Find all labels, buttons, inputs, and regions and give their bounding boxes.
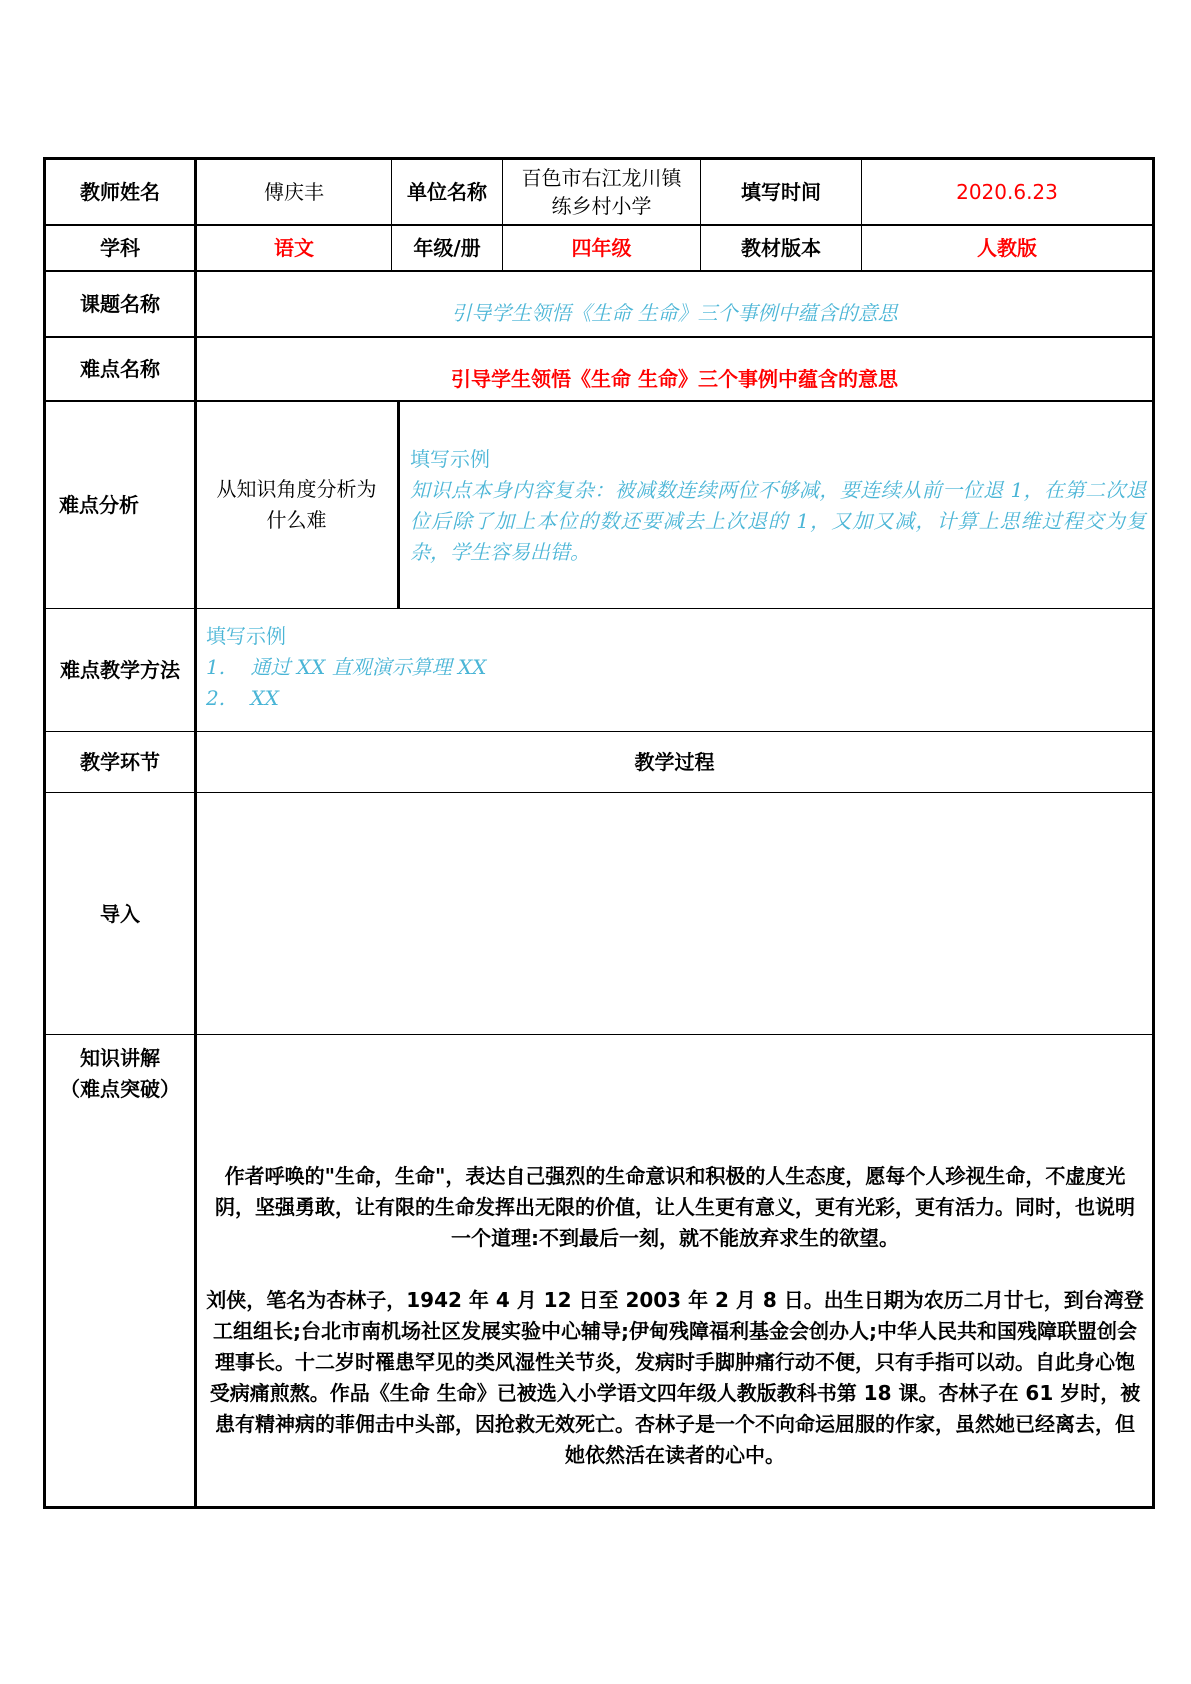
edition-label: 教材版本 xyxy=(741,236,821,260)
row-divider xyxy=(46,1034,1152,1035)
lesson-plan-table xyxy=(43,157,1155,1509)
analysis-sub-label: 从知识角度分析为什么难 xyxy=(216,477,377,532)
row-divider xyxy=(46,270,1152,272)
knowledge-label-line1: 知识讲解 xyxy=(80,1046,160,1070)
edition-value: 人教版 xyxy=(977,236,1037,260)
method-example-heading: 填写示例 xyxy=(206,624,286,648)
subject-label: 学科 xyxy=(100,236,140,260)
teaching-stage-label: 教学环节 xyxy=(80,750,160,774)
knowledge-label-line2: （难点突破） xyxy=(60,1077,180,1101)
analysis-example xyxy=(410,444,1146,568)
unit-name-label: 单位名称 xyxy=(407,180,487,204)
unit-name-value xyxy=(503,160,700,224)
teacher-name-label: 教师姓名 xyxy=(80,180,160,204)
grade-label: 年级/册 xyxy=(413,236,481,260)
method-item: 2. XX xyxy=(206,686,279,710)
column-divider xyxy=(397,400,400,608)
knowledge-label xyxy=(46,1043,194,1105)
method-item: 1. 通过 XX 直观演示算理 XX xyxy=(206,655,487,679)
row-divider xyxy=(46,608,1152,609)
intro-label: 导入 xyxy=(100,901,140,926)
teacher-name-value: 傅庆丰 xyxy=(264,180,324,204)
unit-name-line2: 练乡村小学 xyxy=(551,194,652,218)
topic-label: 课题名称 xyxy=(80,292,160,316)
analysis-example-heading: 填写示例 xyxy=(410,447,490,471)
subject-value: 语文 xyxy=(274,236,314,260)
knowledge-paragraph: 作者呼唤的"生命，生命"，表达自己强烈的生命意识和积极的人生态度，愿每个人珍视生命，不虚度光阴，坚强勇敢，让有限的生命发挥出无限的价值，让人生更有意义，更有光彩，更有活力。同时，也说明一个道理:不到最后一刻，就不能放弃求生的欲望。 xyxy=(215,1164,1135,1250)
fill-date-value: 2020.6.23 xyxy=(956,180,1058,204)
knowledge-paragraph: 刘侠，笔名为杏林子，1942 年 4 月 12 日至 2003 年 2 月 8 日。出生日期为农历二月廿七，到台湾登工组组长;台北市南机场社区发展实验中心辅导;伊甸残障福利基金会创办人;中华人民共和国残障联盟创会理事长。十二岁时罹患罕见的类风湿性关节炎，发病时手脚肿痛行动不便，只有手指可以动。自此身心饱受病痛煎熬。作品《生命 生命》已被选入小学语文四年级人教版教科书第 18 课。杏林子在 61 岁时，被患有精神病的菲佣击中头部，因抢救无效死亡。杏林子是一个不向命运屈服的作家，虽然她已经离去，但她依然活在读者的心中。 xyxy=(206,1288,1144,1467)
difficulty-label: 难点名称 xyxy=(80,357,160,381)
method-example xyxy=(206,621,1136,714)
difficulty-value: 引导学生领悟《生命 生命》三个事例中蕴含的意思 xyxy=(451,367,898,391)
teaching-process-label: 教学过程 xyxy=(634,750,715,774)
analysis-example-text: 知识点本身内容复杂：被减数连续两位不够减，要连续从前一位退 1，在第二次退位后除了加上本位的数还要减去上次退的 1，又加又减，计算上思维过程交为复杂，学生容易出错。 xyxy=(410,478,1146,564)
intro-content xyxy=(197,793,1152,1034)
unit-name-line1: 百色市右江龙川镇 xyxy=(521,166,682,190)
row-divider xyxy=(46,336,1152,338)
topic-value: 引导学生领悟《生命 生命》三个事例中蕴含的意思 xyxy=(451,301,898,325)
grade-value: 四年级 xyxy=(571,236,632,260)
fill-date-label: 填写时间 xyxy=(741,180,821,204)
method-label: 难点教学方法 xyxy=(60,658,180,682)
analysis-label: 难点分析 xyxy=(59,493,139,517)
